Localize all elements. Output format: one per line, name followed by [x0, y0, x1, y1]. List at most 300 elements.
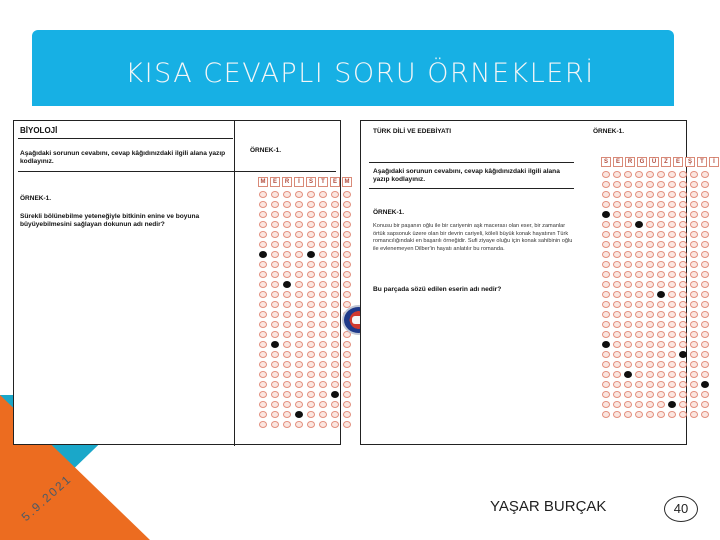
answer-bubble: [646, 171, 654, 178]
answer-bubble: [343, 291, 351, 298]
answer-bubble: [259, 231, 267, 238]
answer-bubble: [319, 271, 327, 278]
answer-bubble: [635, 351, 643, 358]
answer-bubble: [646, 281, 654, 288]
answer-bubble: [259, 321, 267, 328]
answer-bubble: [668, 191, 676, 198]
answer-bubble: [701, 231, 709, 238]
answer-bubble: [283, 201, 291, 208]
answer-bubble: [613, 251, 621, 258]
answer-bubble: [259, 291, 267, 298]
answer-bubble: [271, 331, 279, 338]
answer-bubble: [657, 191, 665, 198]
answer-bubble: [271, 411, 279, 418]
answer-bubble: [701, 201, 709, 208]
answer-bubble: [690, 291, 698, 298]
answer-letter-box: T: [318, 177, 328, 187]
answer-bubble: [613, 361, 621, 368]
answer-bubble: [343, 401, 351, 408]
answer-bubble: [668, 261, 676, 268]
answer-bubble: [657, 411, 665, 418]
answer-bubble: [319, 221, 327, 228]
answer-bubble: [259, 351, 267, 358]
answer-bubble: [343, 281, 351, 288]
answer-bubble: [657, 341, 665, 348]
answer-bubble: [271, 281, 279, 288]
answer-bubble: [295, 201, 303, 208]
answer-bubble: [295, 191, 303, 198]
answer-bubble: [690, 311, 698, 318]
answer-bubble: [271, 271, 279, 278]
answer-bubble: [319, 231, 327, 238]
answer-bubble: [331, 231, 339, 238]
answer-bubble: [259, 391, 267, 398]
answer-bubble: [602, 411, 610, 418]
answer-bubble: [635, 371, 643, 378]
answer-bubble: [701, 191, 709, 198]
answer-bubble: [307, 291, 315, 298]
answer-bubble: [259, 311, 267, 318]
answer-bubble: [271, 311, 279, 318]
answer-bubble: [668, 291, 676, 298]
right-example-panel: [360, 120, 715, 445]
answer-bubble: [668, 211, 676, 218]
answer-bubble: [624, 311, 632, 318]
right-example-label: ÖRNEK-1.: [373, 209, 405, 216]
answer-bubble: [613, 211, 621, 218]
answer-bubble: [646, 351, 654, 358]
answer-bubble: [602, 201, 610, 208]
answer-bubble: [701, 281, 709, 288]
answer-bubble: [295, 331, 303, 338]
answer-bubble: [635, 401, 643, 408]
divider: [369, 188, 574, 189]
right-bubble-grid: [602, 171, 709, 418]
answer-bubble: [613, 181, 621, 188]
answer-bubble: [331, 351, 339, 358]
answer-bubble: [307, 341, 315, 348]
answer-bubble: [295, 301, 303, 308]
answer-bubble: [635, 261, 643, 268]
answer-bubble: [613, 201, 621, 208]
answer-bubble: [343, 371, 351, 378]
answer-bubble: [602, 211, 610, 218]
answer-letter-box: S: [601, 157, 611, 167]
answer-bubble: [613, 291, 621, 298]
answer-bubble: [657, 381, 665, 388]
right-sheet-label: ÖRNEK-1.: [593, 128, 625, 135]
answer-bubble: [602, 331, 610, 338]
answer-bubble: [283, 361, 291, 368]
answer-bubble: [701, 361, 709, 368]
answer-bubble: [319, 411, 327, 418]
answer-bubble: [331, 401, 339, 408]
left-question: Sürekli bölünebilme yeteneğiyle bitkinin enine ve boyuna büyüyebilmesini sağlayan dokunun adı nedir?: [20, 213, 200, 228]
answer-bubble: [668, 311, 676, 318]
answer-bubble: [602, 341, 610, 348]
answer-bubble: [307, 271, 315, 278]
answer-bubble: [295, 351, 303, 358]
answer-bubble: [602, 401, 610, 408]
answer-bubble: [668, 361, 676, 368]
answer-bubble: [259, 191, 267, 198]
page-number: 40: [664, 496, 698, 522]
answer-bubble: [668, 391, 676, 398]
answer-bubble: [331, 301, 339, 308]
answer-bubble: [613, 231, 621, 238]
answer-bubble: [679, 291, 687, 298]
answer-bubble: [646, 321, 654, 328]
answer-bubble: [331, 241, 339, 248]
answer-bubble: [613, 271, 621, 278]
answer-bubble: [602, 231, 610, 238]
column-divider: [234, 121, 235, 446]
answer-bubble: [331, 381, 339, 388]
answer-letter-box: M: [258, 177, 268, 187]
answer-bubble: [635, 361, 643, 368]
answer-letter-box: İ: [294, 177, 304, 187]
answer-bubble: [307, 301, 315, 308]
answer-bubble: [679, 341, 687, 348]
answer-bubble: [331, 391, 339, 398]
answer-bubble: [259, 271, 267, 278]
answer-bubble: [602, 301, 610, 308]
answer-bubble: [613, 401, 621, 408]
answer-bubble: [624, 321, 632, 328]
answer-bubble: [602, 281, 610, 288]
answer-bubble: [259, 401, 267, 408]
answer-bubble: [646, 191, 654, 198]
answer-bubble: [646, 251, 654, 258]
answer-bubble: [343, 211, 351, 218]
answer-letter-box: Ş: [685, 157, 695, 167]
answer-bubble: [271, 381, 279, 388]
answer-bubble: [602, 191, 610, 198]
answer-bubble: [657, 261, 665, 268]
answer-bubble: [319, 281, 327, 288]
answer-bubble: [657, 311, 665, 318]
answer-bubble: [668, 371, 676, 378]
answer-bubble: [679, 331, 687, 338]
answer-bubble: [295, 371, 303, 378]
answer-bubble: [679, 401, 687, 408]
answer-bubble: [668, 351, 676, 358]
answer-bubble: [259, 241, 267, 248]
answer-bubble: [668, 281, 676, 288]
answer-bubble: [271, 221, 279, 228]
answer-letter-box: E: [270, 177, 280, 187]
answer-bubble: [679, 281, 687, 288]
answer-bubble: [271, 391, 279, 398]
answer-bubble: [657, 181, 665, 188]
answer-bubble: [259, 221, 267, 228]
answer-bubble: [668, 271, 676, 278]
answer-bubble: [271, 231, 279, 238]
answer-bubble: [624, 411, 632, 418]
answer-letter-box: E: [673, 157, 683, 167]
answer-bubble: [701, 261, 709, 268]
answer-bubble: [283, 341, 291, 348]
answer-bubble: [679, 411, 687, 418]
answer-bubble: [690, 351, 698, 358]
answer-bubble: [307, 231, 315, 238]
answer-bubble: [319, 371, 327, 378]
answer-bubble: [271, 201, 279, 208]
answer-bubble: [668, 201, 676, 208]
answer-bubble: [690, 201, 698, 208]
answer-bubble: [635, 251, 643, 258]
answer-bubble: [701, 311, 709, 318]
answer-bubble: [668, 251, 676, 258]
answer-bubble: [679, 371, 687, 378]
answer-bubble: [690, 381, 698, 388]
answer-bubble: [259, 361, 267, 368]
answer-bubble: [259, 381, 267, 388]
answer-bubble: [657, 211, 665, 218]
answer-bubble: [307, 261, 315, 268]
answer-bubble: [635, 171, 643, 178]
answer-bubble: [343, 251, 351, 258]
answer-bubble: [295, 421, 303, 428]
answer-bubble: [624, 201, 632, 208]
answer-bubble: [307, 421, 315, 428]
answer-bubble: [657, 241, 665, 248]
answer-bubble: [259, 251, 267, 258]
answer-bubble: [271, 341, 279, 348]
answer-bubble: [701, 171, 709, 178]
answer-bubble: [701, 411, 709, 418]
answer-bubble: [319, 341, 327, 348]
answer-bubble: [295, 291, 303, 298]
answer-bubble: [271, 371, 279, 378]
answer-bubble: [613, 381, 621, 388]
answer-bubble: [624, 181, 632, 188]
answer-bubble: [657, 351, 665, 358]
answer-bubble: [635, 291, 643, 298]
answer-bubble: [624, 381, 632, 388]
answer-bubble: [307, 241, 315, 248]
answer-bubble: [657, 401, 665, 408]
answer-bubble: [657, 391, 665, 398]
answer-bubble: [307, 201, 315, 208]
answer-bubble: [259, 211, 267, 218]
answer-bubble: [635, 321, 643, 328]
answer-bubble: [295, 401, 303, 408]
answer-bubble: [690, 181, 698, 188]
answer-bubble: [668, 171, 676, 178]
answer-bubble: [668, 181, 676, 188]
answer-letter-box: R: [282, 177, 292, 187]
right-instruction: Aşağıdaki sorunun cevabını, cevap kâğıdınızdaki ilgili alana yazıp kodlayınız.: [373, 168, 560, 183]
answer-bubble: [271, 321, 279, 328]
answer-bubble: [295, 391, 303, 398]
answer-bubble: [624, 261, 632, 268]
answer-bubble: [701, 381, 709, 388]
answer-bubble: [283, 231, 291, 238]
answer-bubble: [331, 331, 339, 338]
answer-bubble: [602, 361, 610, 368]
answer-bubble: [307, 211, 315, 218]
answer-bubble: [646, 181, 654, 188]
answer-bubble: [624, 281, 632, 288]
answer-bubble: [657, 201, 665, 208]
answer-letter-box: Ü: [649, 157, 659, 167]
answer-bubble: [331, 261, 339, 268]
answer-bubble: [343, 221, 351, 228]
answer-bubble: [319, 331, 327, 338]
answer-bubble: [646, 271, 654, 278]
answer-bubble: [624, 251, 632, 258]
answer-bubble: [307, 331, 315, 338]
answer-bubble: [690, 401, 698, 408]
answer-bubble: [283, 311, 291, 318]
answer-bubble: [319, 391, 327, 398]
answer-bubble: [701, 301, 709, 308]
answer-bubble: [602, 351, 610, 358]
answer-bubble: [646, 211, 654, 218]
answer-bubble: [646, 311, 654, 318]
answer-bubble: [331, 371, 339, 378]
answer-bubble: [690, 391, 698, 398]
left-example-panel: [13, 120, 350, 445]
answer-bubble: [319, 381, 327, 388]
answer-bubble: [701, 331, 709, 338]
answer-bubble: [679, 191, 687, 198]
answer-bubble: [701, 221, 709, 228]
answer-bubble: [635, 331, 643, 338]
answer-bubble: [624, 391, 632, 398]
left-example-label: ÖRNEK-1.: [20, 195, 52, 202]
answer-bubble: [635, 221, 643, 228]
answer-bubble: [283, 371, 291, 378]
answer-bubble: [271, 241, 279, 248]
answer-letter-box: M: [342, 177, 352, 187]
answer-bubble: [635, 201, 643, 208]
answer-bubble: [319, 421, 327, 428]
answer-bubble: [624, 171, 632, 178]
answer-letter-box: E: [330, 177, 340, 187]
answer-bubble: [657, 231, 665, 238]
answer-bubble: [646, 411, 654, 418]
answer-letter-box: G: [637, 157, 647, 167]
answer-bubble: [319, 361, 327, 368]
answer-letter-box: T: [697, 157, 707, 167]
answer-bubble: [624, 301, 632, 308]
answer-bubble: [602, 271, 610, 278]
answer-bubble: [679, 181, 687, 188]
answer-letter-box: E: [613, 157, 623, 167]
answer-bubble: [624, 221, 632, 228]
answer-bubble: [283, 301, 291, 308]
answer-bubble: [657, 331, 665, 338]
answer-bubble: [319, 191, 327, 198]
answer-bubble: [635, 241, 643, 248]
answer-bubble: [679, 251, 687, 258]
answer-bubble: [624, 371, 632, 378]
author-name: YAŞAR BURÇAK: [490, 498, 607, 515]
answer-bubble: [307, 191, 315, 198]
answer-bubble: [635, 181, 643, 188]
answer-bubble: [646, 391, 654, 398]
answer-bubble: [307, 221, 315, 228]
answer-bubble: [690, 281, 698, 288]
answer-bubble: [343, 241, 351, 248]
answer-bubble: [668, 411, 676, 418]
answer-bubble: [613, 191, 621, 198]
right-answer-letters: [601, 157, 719, 167]
answer-bubble: [283, 411, 291, 418]
answer-bubble: [679, 321, 687, 328]
answer-bubble: [307, 381, 315, 388]
answer-bubble: [657, 171, 665, 178]
answer-bubble: [295, 271, 303, 278]
answer-bubble: [331, 281, 339, 288]
answer-bubble: [657, 361, 665, 368]
slide-date: 5.9.2021: [18, 471, 75, 524]
answer-bubble: [259, 201, 267, 208]
answer-bubble: [646, 291, 654, 298]
answer-bubble: [602, 371, 610, 378]
answer-bubble: [259, 281, 267, 288]
answer-bubble: [343, 421, 351, 428]
answer-bubble: [701, 341, 709, 348]
answer-bubble: [690, 251, 698, 258]
answer-bubble: [271, 351, 279, 358]
answer-bubble: [283, 271, 291, 278]
answer-letter-box: İ: [709, 157, 719, 167]
answer-bubble: [624, 331, 632, 338]
answer-bubble: [271, 301, 279, 308]
answer-bubble: [668, 241, 676, 248]
answer-bubble: [343, 341, 351, 348]
answer-bubble: [271, 211, 279, 218]
answer-bubble: [307, 251, 315, 258]
answer-bubble: [668, 401, 676, 408]
answer-bubble: [259, 341, 267, 348]
answer-bubble: [295, 261, 303, 268]
left-instruction: Aşağıdaki sorunun cevabını, cevap kâğıdınızdaki ilgili alana yazıp kodlayınız.: [20, 150, 226, 165]
answer-bubble: [295, 231, 303, 238]
answer-bubble: [690, 411, 698, 418]
answer-bubble: [613, 331, 621, 338]
divider: [18, 138, 233, 139]
answer-bubble: [690, 341, 698, 348]
answer-bubble: [331, 291, 339, 298]
answer-bubble: [271, 261, 279, 268]
answer-bubble: [343, 261, 351, 268]
answer-bubble: [343, 381, 351, 388]
answer-bubble: [668, 221, 676, 228]
answer-bubble: [690, 321, 698, 328]
answer-bubble: [657, 371, 665, 378]
answer-bubble: [307, 391, 315, 398]
answer-bubble: [657, 221, 665, 228]
answer-bubble: [271, 251, 279, 258]
answer-bubble: [635, 271, 643, 278]
answer-bubble: [319, 251, 327, 258]
answer-bubble: [668, 321, 676, 328]
answer-bubble: [701, 181, 709, 188]
answer-bubble: [679, 211, 687, 218]
answer-bubble: [679, 381, 687, 388]
answer-bubble: [701, 271, 709, 278]
answer-bubble: [602, 171, 610, 178]
answer-bubble: [613, 221, 621, 228]
answer-bubble: [646, 221, 654, 228]
answer-bubble: [319, 261, 327, 268]
answer-bubble: [331, 311, 339, 318]
answer-bubble: [283, 391, 291, 398]
